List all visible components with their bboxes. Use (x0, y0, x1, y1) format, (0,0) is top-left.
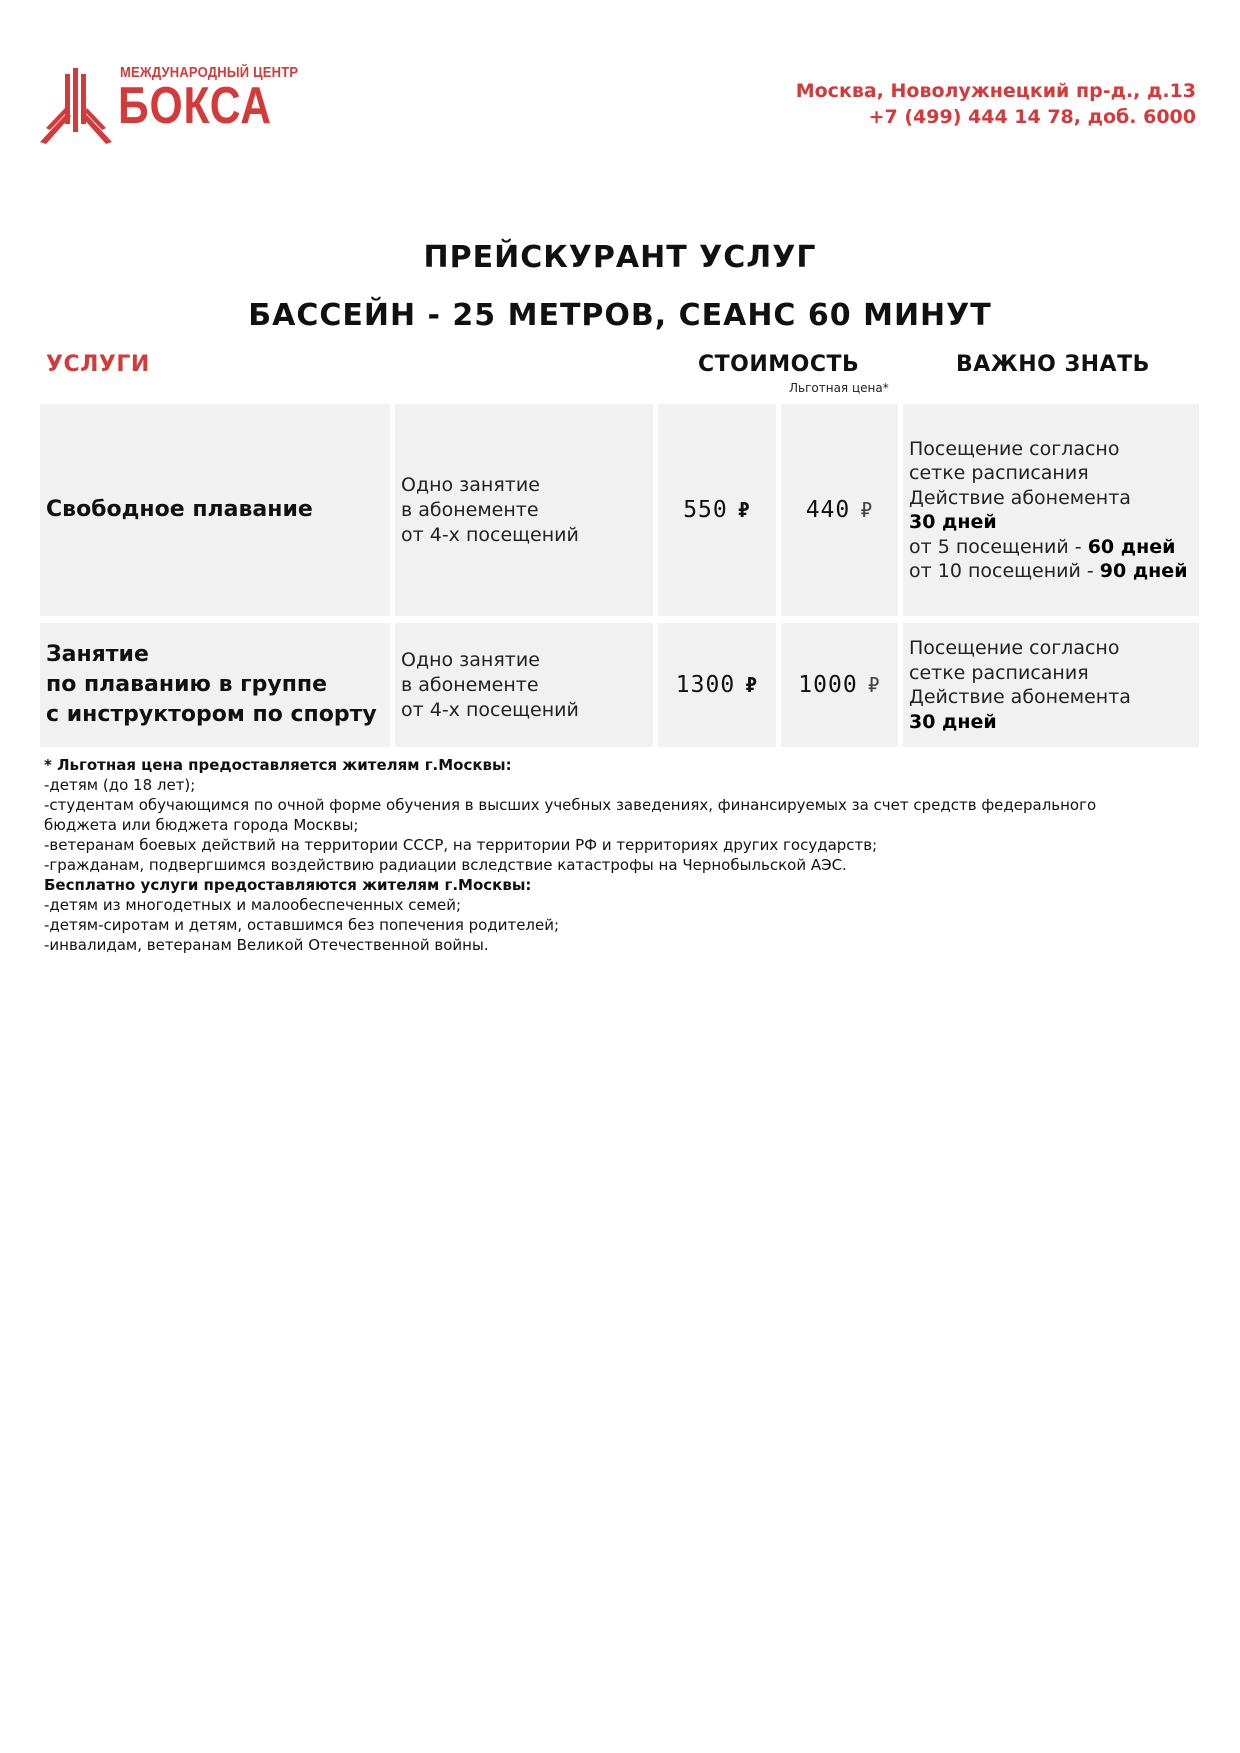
info-line: Посещение согласно (909, 637, 1120, 659)
header-cost-sub: Льготная цена* (789, 381, 889, 395)
info-duration: 90 дней (1099, 560, 1188, 582)
price-cell (658, 404, 776, 616)
service-note-line: в абонементе (401, 673, 539, 696)
note-item: -детям (до 18 лет); (44, 776, 196, 794)
service-note-line: Одно занятие (401, 648, 540, 671)
price-cell (658, 623, 776, 747)
service-note-line: от 4-х посещений (401, 523, 579, 546)
service-name-cell (40, 404, 390, 616)
service-note-line: Одно занятие (401, 473, 540, 496)
note-item: -студентам обучающимся по очной форме обучения в высших учебных заведениях, финансируемых за счет средств федерального (44, 796, 1097, 814)
phone-line: +7 (499) 444 14 78, доб. 6000 (868, 106, 1196, 128)
info-line: Действие абонемента (909, 486, 1131, 509)
header-services: УСЛУГИ (46, 352, 150, 377)
price-value: 550 (683, 497, 728, 523)
info-line: Действие абонемента (909, 686, 1131, 708)
discount-price-value: 440 (805, 497, 851, 523)
ruble-icon: ₽ (867, 673, 881, 697)
page-title: ПРЕЙСКУРАНТ УСЛУГ (423, 240, 817, 275)
page-subtitle: БАССЕЙН - 25 МЕТРОВ, СЕАНС 60 МИНУТ (248, 298, 992, 333)
service-name: Занятие (46, 642, 149, 667)
discount-price-cell (781, 623, 898, 747)
info-line: от 10 посещений - (909, 560, 1100, 582)
address-line: Москва, Новолужнецкий пр-д., д.13 (795, 80, 1196, 102)
free-heading: Бесплатно услуги предоставляются жителям г.Москвы: (44, 876, 532, 894)
service-name: с инструктором по спорту (46, 702, 377, 727)
note-item: бюджета или бюджета города Москвы; (44, 816, 359, 834)
service-name: Свободное плавание (46, 497, 313, 522)
important-info-cell (903, 623, 1199, 747)
boxing-center-logo-icon (40, 68, 112, 144)
footnotes (44, 755, 1204, 955)
price-value: 1300 (675, 672, 736, 698)
service-note-cell (395, 404, 653, 616)
note-item: -ветеранам боевых действий на территории СССР, на территории РФ и территориях других государств; (44, 836, 878, 854)
service-note-line: в абонементе (401, 498, 539, 521)
info-line: сетке расписания (909, 661, 1089, 684)
header-important: ВАЖНО ЗНАТЬ (956, 352, 1150, 377)
note-item: -инвалидам, ветеранам Великой Отечественной войны. (44, 936, 489, 954)
logo (40, 60, 299, 140)
info-line: от 5 посещений - (909, 535, 1088, 558)
info-duration: 30 дней (909, 511, 997, 533)
info-duration: 30 дней (909, 710, 997, 733)
info-duration: 60 дней (1087, 535, 1176, 558)
ruble-icon: ₽ (860, 498, 874, 522)
discount-heading: * Льготная цена предоставляется жителям г.Москвы: (44, 756, 512, 774)
discount-price-value: 1000 (798, 672, 858, 698)
service-note-line: от 4-х посещений (401, 698, 579, 721)
info-line: сетке расписания (909, 462, 1089, 484)
service-name: по плаванию в группе (46, 672, 328, 697)
header-cost: СТОИМОСТЬ (698, 352, 860, 377)
note-item: -гражданам, подвергшимся воздействию радиации вследствие катастрофы на Чернобыльской АЭС. (44, 856, 847, 874)
discount-price-cell (781, 404, 898, 616)
logo-main-text: БОКСА (118, 77, 272, 135)
contact-address (796, 78, 1196, 130)
important-info-cell (903, 404, 1199, 616)
ruble-icon: ₽ (737, 498, 751, 522)
ruble-icon: ₽ (745, 673, 759, 697)
info-line: Посещение согласно (909, 437, 1120, 460)
note-item: -детям из многодетных и малообеспеченных семей; (44, 896, 462, 914)
service-name-cell (40, 623, 390, 747)
note-item: -детям-сиротам и детям, оставшимся без попечения родителей; (44, 916, 560, 934)
service-note-cell (395, 623, 653, 747)
logo-top-text: МЕЖДУНАРОДНЫЙ ЦЕНТР (120, 64, 299, 81)
